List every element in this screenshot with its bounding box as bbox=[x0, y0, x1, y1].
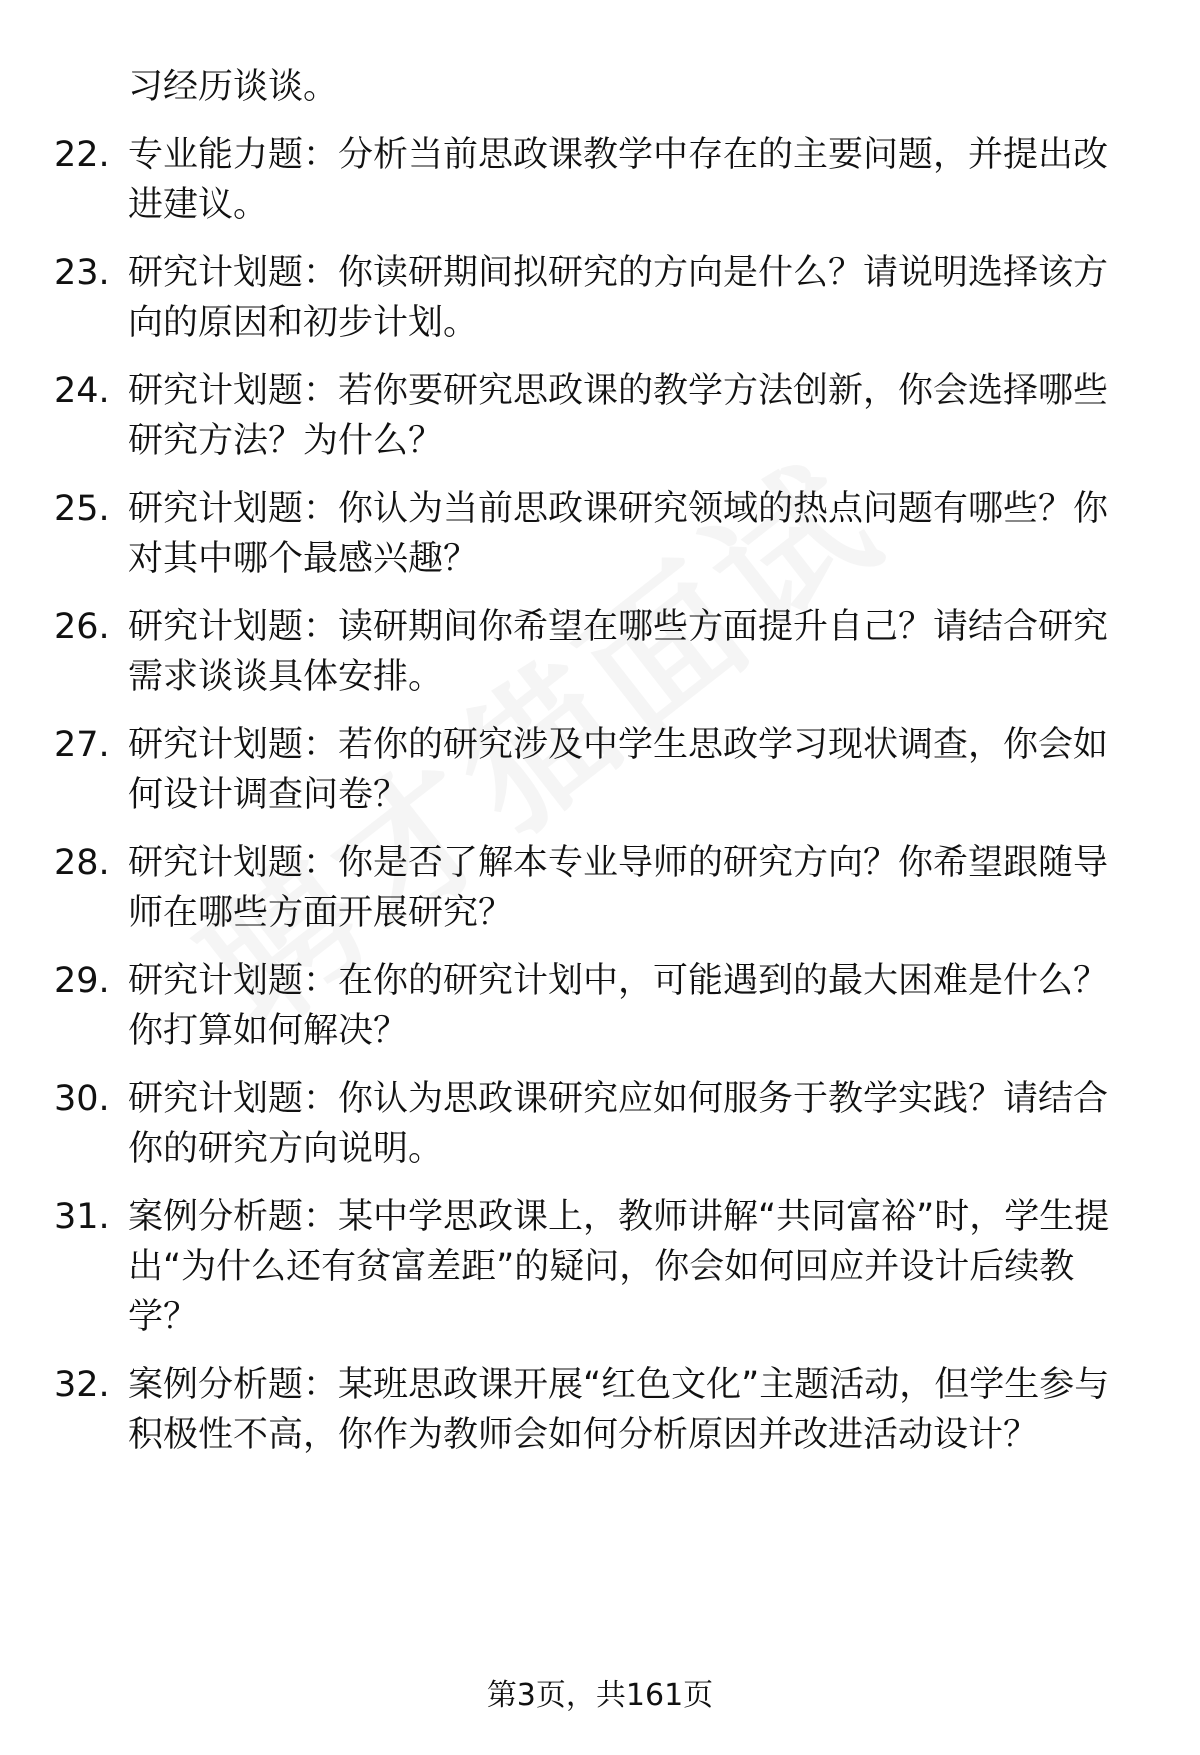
question-text: 研究计划题：你是否了解本专业导师的研究方向？你希望跟随导师在哪些方面开展研究？ bbox=[128, 843, 1109, 933]
question-text: 研究计划题：若你要研究思政课的教学方法创新，你会选择哪些研究方法？为什么？ bbox=[128, 371, 1109, 461]
continuation-text: 习经历谈谈。 bbox=[128, 67, 339, 107]
question-text: 研究计划题：在你的研究计划中，可能遇到的最大困难是什么？你打算如何解决？ bbox=[128, 961, 1109, 1051]
question-number: 28. bbox=[54, 843, 110, 883]
question-number: 23. bbox=[54, 253, 110, 293]
question-text: 案例分析题：某中学思政课上，教师讲解“共同富裕”时，学生提出“为什么还有贫富差距”的疑问，你会如何回应并设计后续教学？ bbox=[128, 1197, 1110, 1337]
question-text: 研究计划题：读研期间你希望在哪些方面提升自己？请结合研究需求谈谈具体安排。 bbox=[128, 607, 1109, 697]
question-number: 30. bbox=[54, 1079, 110, 1119]
question-text: 研究计划题：若你的研究涉及中学生思政学习现状调查，你会如何设计调查问卷？ bbox=[128, 725, 1109, 815]
question-text: 专业能力题：分析当前思政课教学中存在的主要问题，并提出改进建议。 bbox=[128, 135, 1109, 225]
question-number: 24. bbox=[54, 371, 110, 411]
question-text: 研究计划题：你认为当前思政课研究领域的热点问题有哪些？你对其中哪个最感兴趣？ bbox=[128, 489, 1109, 579]
question-text: 研究计划题：你读研期间拟研究的方向是什么？请说明选择该方向的原因和初步计划。 bbox=[128, 253, 1109, 343]
question-number: 25. bbox=[54, 489, 110, 529]
question-text: 研究计划题：你认为思政课研究应如何服务于教学实践？请结合你的研究方向说明。 bbox=[128, 1079, 1109, 1169]
question-text: 案例分析题：某班思政课开展“红色文化”主题活动，但学生参与积极性不高，你作为教师会如何分析原因并改进活动设计？ bbox=[128, 1365, 1110, 1455]
question-number: 29. bbox=[54, 961, 110, 1001]
question-number: 27. bbox=[54, 725, 110, 765]
question-number: 26. bbox=[54, 607, 110, 647]
page-footer: 第3页，共161页 bbox=[486, 1678, 714, 1713]
question-number: 32. bbox=[54, 1365, 110, 1405]
question-number: 31. bbox=[54, 1197, 110, 1237]
question-number: 22. bbox=[54, 135, 110, 175]
